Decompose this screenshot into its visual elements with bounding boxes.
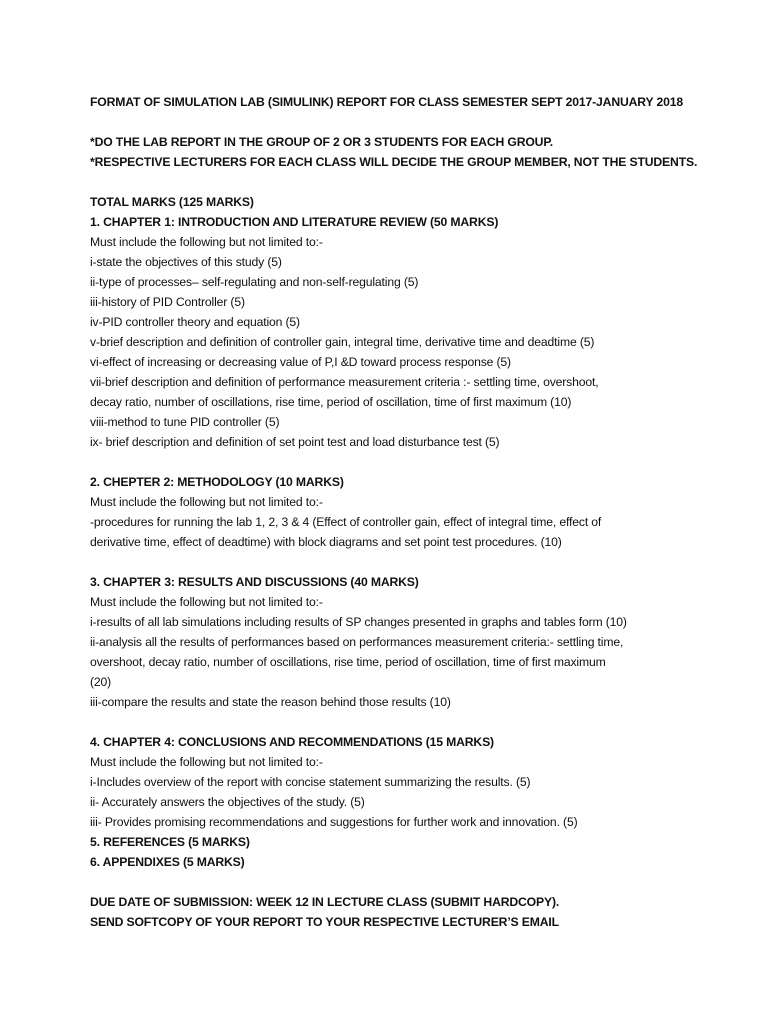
chapter3-item: ii-analysis all the results of performances based on performances measurement criteria:- settling time, xyxy=(90,635,624,649)
document-page xyxy=(90,92,730,932)
chapter3-item: iii-compare the results and state the reason behind those results (10) xyxy=(90,695,451,709)
chapter2-intro: Must include the following but not limited to:- xyxy=(90,495,323,509)
chapter1-item: iii-history of PID Controller (5) xyxy=(90,295,245,309)
chapter1-item: decay ratio, number of oscillations, rise time, period of oscillation, time of first maximum (10) xyxy=(90,395,572,409)
chapter1-item: i-state the objectives of this study (5) xyxy=(90,255,282,269)
chapter3-item: overshoot, decay ratio, number of oscillations, rise time, period of oscillation, time of first maximum xyxy=(90,655,606,669)
lecturer-note: *RESPECTIVE LECTURERS FOR EACH CLASS WILL DECIDE THE GROUP MEMBER, NOT THE STUDENTS. xyxy=(90,155,698,169)
chapter3-item: i-results of all lab simulations including results of SP changes presented in graphs and tables form (10) xyxy=(90,615,627,629)
chapter3-heading: 3. CHAPTER 3: RESULTS AND DISCUSSIONS (40 MARKS) xyxy=(90,575,419,589)
chapter1-intro: Must include the following but not limited to:- xyxy=(90,235,323,249)
chapter4-item: ii- Accurately answers the objectives of the study. (5) xyxy=(90,795,365,809)
chapter2-heading: 2. CHEPTER 2: METHODOLOGY (10 MARKS) xyxy=(90,475,344,489)
chapter1-heading: 1. CHAPTER 1: INTRODUCTION AND LITERATURE REVIEW (50 MARKS) xyxy=(90,215,499,229)
chapter1-item: v-brief description and definition of controller gain, integral time, derivative time and deadtime (5) xyxy=(90,335,595,349)
document-title: FORMAT OF SIMULATION LAB (SIMULINK) REPORT FOR CLASS SEMESTER SEPT 2017-JANUARY 2018 xyxy=(90,95,683,109)
spacer xyxy=(90,172,730,192)
appendixes-heading: 6. APPENDIXES (5 MARKS) xyxy=(90,855,245,869)
spacer xyxy=(90,552,730,572)
chapter4-heading: 4. CHAPTER 4: CONCLUSIONS AND RECOMMENDATIONS (15 MARKS) xyxy=(90,735,494,749)
references-heading: 5. REFERENCES (5 MARKS) xyxy=(90,835,250,849)
due-date: DUE DATE OF SUBMISSION: WEEK 12 IN LECTURE CLASS (SUBMIT HARDCOPY). xyxy=(90,895,560,909)
chapter2-item: derivative time, effect of deadtime) with block diagrams and set point test procedures. (10) xyxy=(90,535,562,549)
chapter1-item: ii-type of processes– self-regulating and non-self-regulating (5) xyxy=(90,275,419,289)
chapter1-item: viii-method to tune PID controller (5) xyxy=(90,415,280,429)
spacer xyxy=(90,112,730,132)
spacer xyxy=(90,872,730,892)
chapter3-item: (20) xyxy=(90,675,112,689)
spacer xyxy=(90,712,730,732)
chapter2-item: -procedures for running the lab 1, 2, 3 & 4 (Effect of controller gain, effect of integral time, effect of xyxy=(90,515,602,529)
chapter4-item: iii- Provides promising recommendations and suggestions for further work and innovation. (5) xyxy=(90,815,578,829)
group-note: *DO THE LAB REPORT IN THE GROUP OF 2 OR 3 STUDENTS FOR EACH GROUP. xyxy=(90,135,553,149)
chapter4-item: i-Includes overview of the report with concise statement summarizing the results. (5) xyxy=(90,775,531,789)
spacer xyxy=(90,452,730,472)
chapter1-item: iv-PID controller theory and equation (5) xyxy=(90,315,300,329)
chapter1-item: vii-brief description and definition of performance measurement criteria :- settling time, overshoot, xyxy=(90,375,599,389)
chapter1-item: vi-effect of increasing or decreasing value of P,I &D toward process response (5) xyxy=(90,355,511,369)
chapter3-intro: Must include the following but not limited to:- xyxy=(90,595,323,609)
softcopy-instruction: SEND SOFTCOPY OF YOUR REPORT TO YOUR RESPECTIVE LECTURER’S EMAIL xyxy=(90,915,559,929)
chapter1-item: ix- brief description and definition of set point test and load disturbance test (5) xyxy=(90,435,500,449)
chapter4-intro: Must include the following but not limited to:- xyxy=(90,755,323,769)
total-marks: TOTAL MARKS (125 MARKS) xyxy=(90,195,254,209)
